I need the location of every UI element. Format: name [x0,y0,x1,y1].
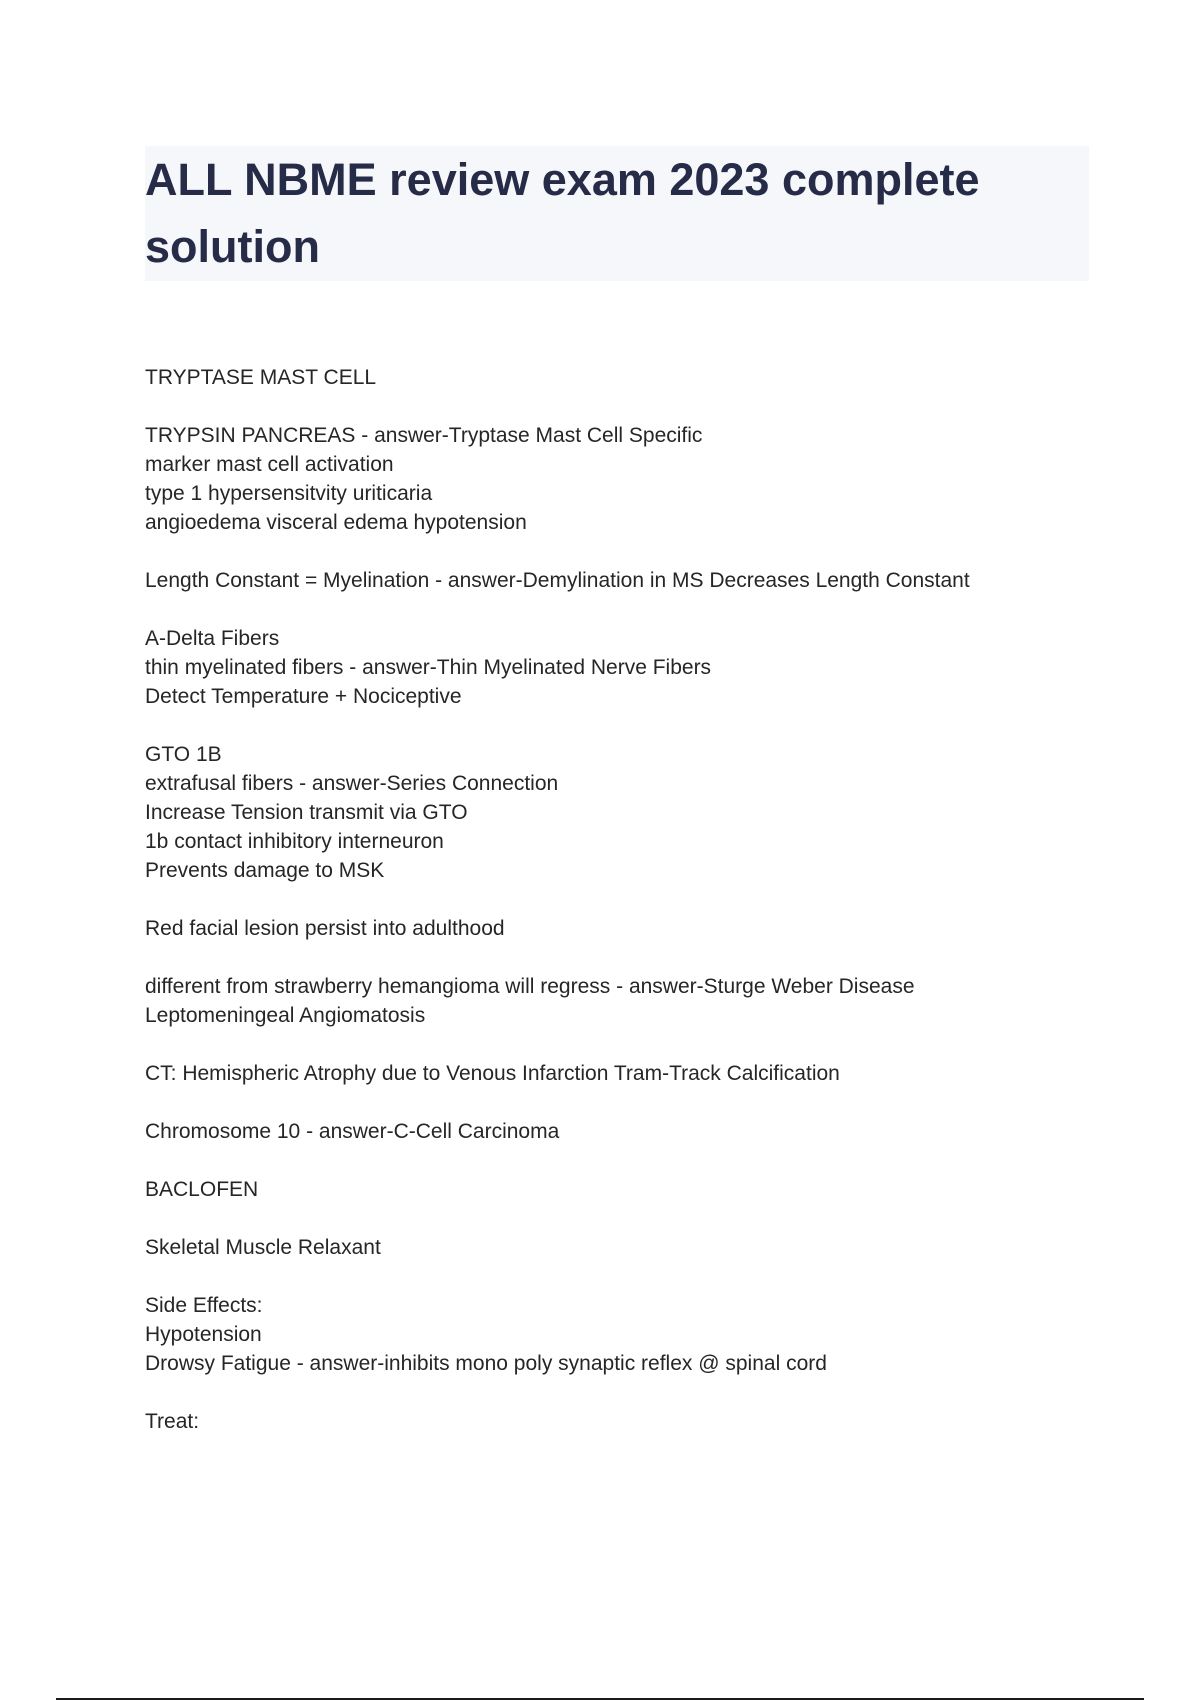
paragraph-skeletal-muscle [145,1233,1095,1262]
text-line: angioedema visceral edema hypotension [145,511,527,534]
text-line: TRYPTASE MAST CELL [145,366,377,389]
paragraph-ct [145,1059,1095,1088]
page-title-line-1: ALL NBME review exam 2023 complete [145,154,980,205]
text-line: A-Delta Fibers [145,627,280,650]
text-line: Skeletal Muscle Relaxant [145,1236,381,1259]
paragraph-tryptase [145,363,1095,392]
paragraph-red-facial-lesion [145,914,1095,943]
text-line: Hypotension [145,1323,262,1346]
paragraph-a-delta [145,624,1095,711]
paragraph-baclofen [145,1175,1095,1204]
text-line: Prevents damage to MSK [145,859,385,882]
text-line: Red facial lesion persist into adulthood [145,917,505,940]
text-line: CT: Hemispheric Atrophy due to Venous Infarction Tram-Track Calcification [145,1062,840,1085]
text-line: thin myelinated fibers - answer-Thin Myelinated Nerve Fibers [145,656,712,679]
paragraph-trypsin [145,421,1095,537]
text-line: type 1 hypersensitvity uriticaria [145,482,433,505]
text-line: Leptomeningeal Angiomatosis [145,1004,426,1027]
text-line: Detect Temperature + Nociceptive [145,685,462,708]
paragraph-gto [145,740,1095,885]
text-line: Side Effects: [145,1294,263,1317]
text-line: Chromosome 10 - answer-C-Cell Carcinoma [145,1120,560,1143]
text-line: Treat: [145,1410,200,1433]
text-line: extrafusal fibers - answer-Series Connection [145,772,559,795]
paragraph-chromosome-10 [145,1117,1095,1146]
document-body [145,363,1095,1465]
title-block [145,146,1089,281]
page-title [145,146,1089,280]
text-line: GTO 1B [145,743,222,766]
text-line: Length Constant = Myelination - answer-Demylination in MS Decreases Length Constant [145,569,970,592]
page-title-line-2: solution [145,221,320,272]
text-line: BACLOFEN [145,1178,259,1201]
text-line: 1b contact inhibitory interneuron [145,830,444,853]
text-line: different from strawberry hemangioma will regress - answer-Sturge Weber Disease [145,975,915,998]
paragraph-sturge-weber [145,972,1095,1030]
text-line: TRYPSIN PANCREAS - answer-Tryptase Mast Cell Specific [145,424,703,447]
paragraph-treat [145,1407,1095,1436]
text-line: Drowsy Fatigue - answer-inhibits mono poly synaptic reflex @ spinal cord [145,1352,827,1375]
paragraph-length-constant [145,566,1095,595]
paragraph-side-effects [145,1291,1095,1378]
text-line: Increase Tension transmit via GTO [145,801,468,824]
text-line: marker mast cell activation [145,453,394,476]
